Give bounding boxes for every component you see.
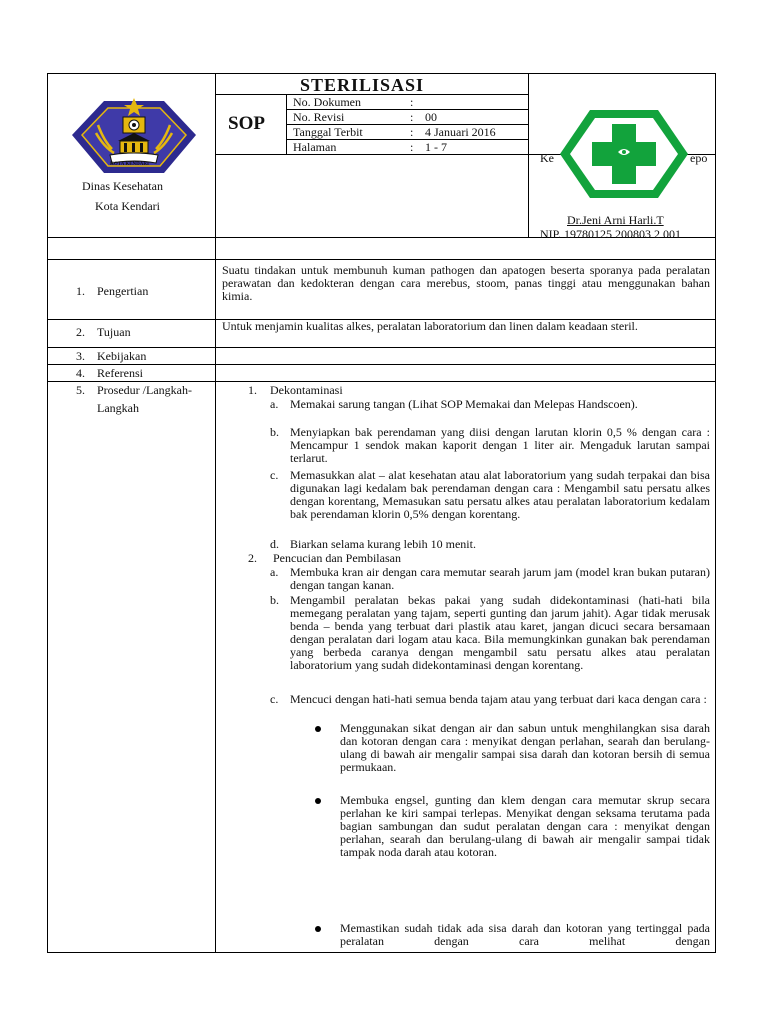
revision-sep: : [410, 110, 414, 124]
sop-label: SOP [228, 113, 265, 134]
step-1b-text: Menyiapkan bak perendaman yang diisi dengan larutan klorin 0,5 % dengan cara : Mencampur 1 sendok makan kaporit dengan 1 liter air. Mengaduk larutan sampai terlarut. [290, 425, 710, 465]
section-1-content: Suatu tindakan untuk membunuh kuman pathogen dan apatogen beserta sporanya pada peralatan perawatan dan kedokteran dengan cara merebus, stoom, panas tinggi atau menggunakan bahan kimia. [222, 263, 710, 303]
puskesmas-logo-icon [556, 106, 692, 202]
revision-label: No. Revisi [293, 110, 345, 124]
issue-date-value: 4 Januari 2016 [425, 125, 496, 139]
section-4-number: 4. [76, 366, 85, 380]
org-name-line1: Dinas Kesehatan [82, 179, 163, 193]
step-1c-text: Memasukkan alat – alat kesehatan atau alat laboratorium yang sudah terpakai dan bisa digunakan lagi kedalam bak perendaman dengan cara : Mengambil satu persatu alkes dengan korentang, Memasukan satu persatu alkes atau peralatan laboratorium kedalam bak perendaman klorin 0,5% dengan korentang. [290, 468, 710, 521]
section-5-label-line2: Langkah [97, 401, 139, 415]
bullet-1-text: Menggunakan sikat dengan air dan sabun untuk menghilangkan sisa darah dan kotoran dengan cara : menyikat dengan perlahan, searah dan berulang-ulang di bawah air mengalir sampai sisa darah dan kotoran bersih di semua permukaan. [340, 721, 710, 774]
step-1d-text: Biarkan selama kurang lebih 10 menit. [290, 537, 476, 551]
step-2a-text: Membuka kran air dengan cara memutar searah jarum jam (model kran bukan putaran) dengan tangan kanan. [290, 565, 710, 592]
section-2-number: 2. [76, 325, 85, 339]
step-1a-text: Memakai sarung tangan (Lihat SOP Memakai dan Melepas Handscoen). [290, 397, 638, 411]
row3-bottom [47, 364, 716, 365]
signer-name: Dr.Jeni Arni Harli.T [567, 213, 664, 227]
section-3-label: Kebijakan [97, 349, 147, 363]
document-title: STERILISASI [300, 75, 425, 95]
label-column-line [215, 73, 216, 953]
section-5-label-line1: Prosedur /Langkah- [97, 383, 192, 397]
doc-number-sep: : [410, 95, 414, 109]
signer-title-start: Ke [540, 151, 554, 165]
issue-date-label: Tanggal Terbit [293, 125, 363, 139]
step-2c-text: Mencuci dengan hati-hati semua benda tajam atau yang terbuat dari kaca dengan cara : [290, 692, 707, 706]
step-1-number: 1. [248, 383, 257, 397]
page-sep: : [410, 140, 414, 154]
bullet-3-text: Memastikan sudah tidak ada sisa darah dan kotoran yang tertinggal pada peralatan dengan cara melihat dengan [340, 921, 710, 948]
step-2-title: Pencucian dan Pembilasan [273, 551, 401, 565]
bullet-3-dot [315, 926, 321, 932]
blank-row-line [47, 259, 716, 260]
bullet-2-text: Membuka engsel, gunting dan klem dengan cara memutar skrup secara perlahan ke kiri sampai terlepas. Menyikat dengan seksama terutama pada bagian sambungan dan sudut peralatan dengan cara : menyikat dengan perlahan, searah dan berulang-ulang di bawah air mengalir sampai tidak tampak noda darah atau kotoran. [340, 793, 710, 859]
border-right [715, 73, 716, 953]
emblem-ribbon-text: KOTA KENDARI [110, 162, 149, 167]
border-bottom [47, 952, 716, 953]
doc-number-label: No. Dokumen [293, 95, 361, 109]
row4-bottom [47, 381, 716, 382]
issue-date-sep: : [410, 125, 414, 139]
section-1-label: Pengertian [97, 284, 149, 298]
org-name-line2: Kota Kendari [95, 199, 160, 213]
bullet-2-dot [315, 798, 321, 804]
bullet-1-dot [315, 726, 321, 732]
section-4-label: Referensi [97, 366, 143, 380]
header-right-column-line [528, 73, 529, 237]
section-2-label: Tujuan [97, 325, 131, 339]
signer-nip: NIP. 19780125 200803 2 001 [540, 227, 682, 241]
section-1-number: 1. [76, 284, 85, 298]
signer-title-end: epo [690, 151, 708, 165]
section-3-number: 3. [76, 349, 85, 363]
revision-value: 00 [425, 110, 437, 124]
border-top [47, 73, 716, 74]
border-left [47, 73, 48, 953]
page-value: 1 - 7 [425, 140, 447, 154]
step-1-title: Dekontaminasi [270, 383, 343, 397]
step-2b-text: Mengambil peralatan bekas pakai yang sudah didekontaminasi (hati-hati bila memegang peralatan yang tajam, seperti gunting dan jarum jahit). Agar tidak merusak benda – benda yang terbuat dari plastik atau karet, jangan dicuci secara bersamaan dengan peralatan dari logam atau kaca. Bila memungkinkan gunakan bak perendaman yang berbeda caranya dengan mengambil satu persatu alkes atau peralatan laboratorium yang sudah didekontaminasi dengan korentang. [290, 593, 710, 672]
section-2-content: Untuk menjamin kualitas alkes, peralatan laboratorium dan linen dalam keadaan steril. [222, 319, 638, 333]
page-label: Halaman [293, 140, 337, 154]
step-2-number: 2. [248, 551, 257, 565]
row2-bottom [47, 347, 716, 348]
section-5-number: 5. [76, 383, 85, 397]
